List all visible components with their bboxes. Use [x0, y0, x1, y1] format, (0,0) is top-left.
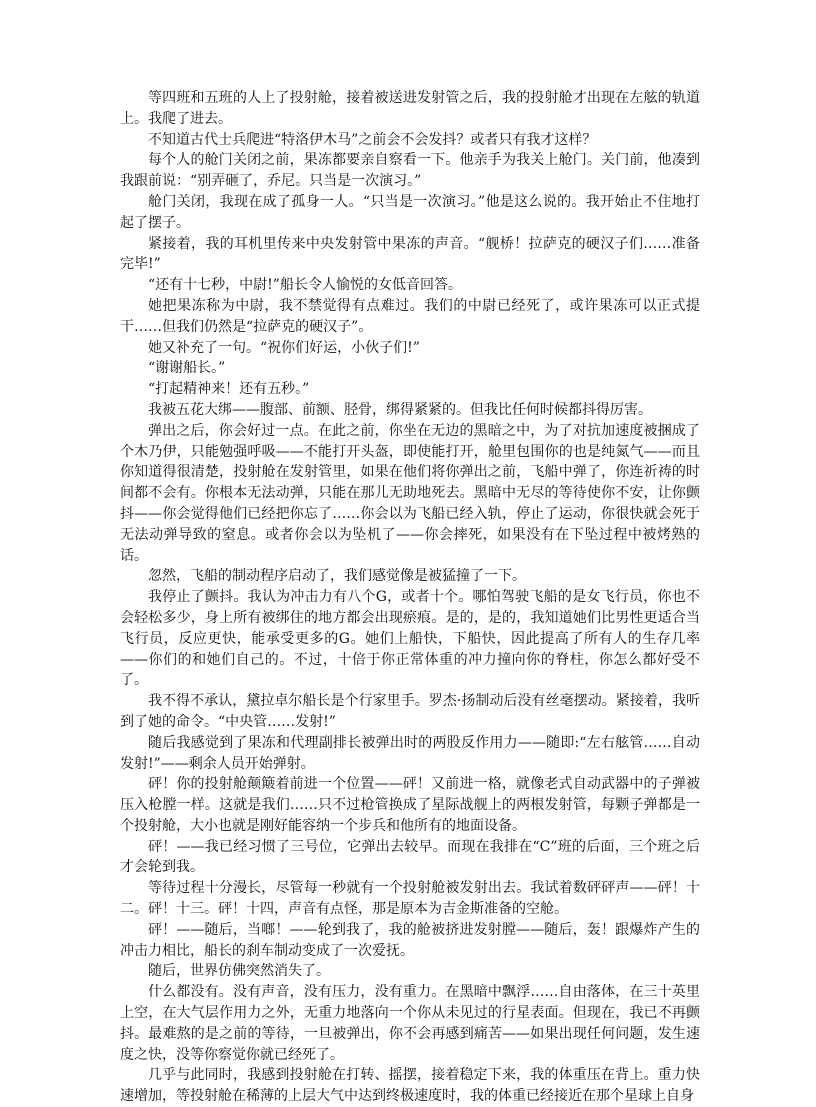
paragraph: 随后我感觉到了果冻和代理副排长被弹出时的两股反作用力——随即:“左右舷管……自动发射!”——剩余人员开始弹射。 — [120, 734, 700, 772]
paragraph: 几乎与此同时，我感到投射舱在打转、摇摆，接着稳定下来，我的体重压在背上。重力快速增加，等投射舱在稀薄的上层大气中达到终极速度时，我的体重已经接近在那个星球上自身 — [120, 1067, 700, 1105]
paragraph: 等待过程十分漫长，尽管每一秒就有一个投射舱被发射出去。我试着数砰砰声——砰！十二。砰！十三。砰！十四，声音有点怪，那是原本为吉金斯准备的空舱。 — [120, 880, 700, 918]
paragraph: 砰！你的投射舱颠簸着前进一个位置——砰！又前进一格，就像老式自动武器中的子弹被压入枪膛一样。这就是我们……只不过枪管换成了星际战舰上的两根发射管，每颗子弹都是一个投射舱，大小也就是刚好能容纳一个步兵和他所有的地面设备。 — [120, 776, 700, 834]
paragraph: 随后，世界仿佛突然消失了。 — [148, 963, 330, 980]
paragraph: 我停止了颤抖。我认为冲击力有八个G，或者十个。哪怕驾驶飞船的是女飞行员，你也不会轻松多少，身上所有被绑住的地方都会出现瘀痕。是的，是的，我知道她们比男性更适合当飞行员，反应更快，能承受更多的G。她们上船快，下船快，因此提高了所有人的生存几率——你们的和她们自己的。不过，十倍于你正常体重的冲力撞向你的脊柱，你怎么都好受不了。 — [120, 589, 700, 689]
paragraph: 什么都没有。没有声音，没有压力，没有重力。在黑暗中飘浮……自由落体，在三十英里上空，在大气层作用力之外，无重力地落向一个你从未见过的行星表面。但现在，我已不再颤抖。最难熬的是之前的等待，一旦被弹出，你不会再感到痛苦——如果出现任何问题，发生速度之快，没等你察觉你就已经死了。 — [120, 984, 700, 1063]
paragraph: 她把果冻称为中尉，我不禁觉得有点难过。我们的中尉已经死了，或许果冻可以正式提干……但我们仍然是“拉萨克的硬汉子”。 — [120, 297, 700, 335]
paragraph: 砰！——我已经习惯了三号位，它弹出去较早。而现在我排在“C”班的后面，三个班之后才会轮到我。 — [120, 838, 700, 876]
paragraph: 每个人的舱门关闭之前，果冻都要亲自察看一下。他亲手为我关上舱门。关门前，他凑到我跟前说：“别弄砸了，乔尼。只当是一次演习。” — [120, 152, 700, 190]
paragraph: 舱门关闭，我现在成了孤身一人。“只当是一次演习。”他是这么说的。我开始止不住地打起了摆子。 — [120, 193, 700, 231]
paragraph: 等四班和五班的人上了投射舱，接着被送进发射管之后，我的投射舱才出现在左舷的轨道上。我爬了进去。 — [120, 90, 700, 127]
paragraph: “还有十七秒，中尉!”船长令人愉悦的女低音回答。 — [148, 277, 462, 294]
paragraph: 我不得不承认，黛拉卓尔船长是个行家里手。罗杰·扬制动后没有丝毫摆动。紧接着，我听到了她的命令。“中央管……发射!” — [120, 693, 700, 730]
paragraph: 弹出之后，你会好过一点。在此之前，你坐在无边的黑暗之中，为了对抗加速度被捆成了个木乃伊，只能勉强呼吸——不能打开头盔，即使能打开，舱里包围你的也是纯氮气——而且你知道得很清楚，投射舱在发射管里，如果在他们将你弹出之前，飞船中弹了，你连祈祷的时间都不会有。你根本无法动弹，只能在那儿无助地死去。黑暗中无尽的等待使你不安，让你颤抖——你会觉得他们已经把你忘了……你会以为飞船已经入轨，停止了运动，你很快就会死于无法动弹导致的窒息。或者你会以为坠机了——你会摔死，如果没有在下坠过程中被烤熟的话。 — [120, 422, 700, 564]
paragraph: 她又补充了一句。“祝你们好运，小伙子们!” — [148, 339, 420, 356]
document-body — [120, 88, 700, 1107]
paragraph: 砰！——随后，当啷！——轮到我了，我的舱被挤进发射膛——随后，轰！跟爆炸产生的冲击力相比，船长的刹车制动变成了一次爱抚。 — [120, 921, 700, 959]
paragraph: 紧接着，我的耳机里传来中央发射管中果冻的声音。“舰桥！拉萨克的硬汉子们……准备完毕!” — [120, 235, 700, 273]
paragraph: “谢谢船长。” — [148, 360, 226, 377]
paragraph: 不知道古代士兵爬进“特洛伊木马”之前会不会发抖？或者只有我才这样？ — [148, 131, 597, 148]
paragraph: “打起精神来！还有五秒。” — [148, 381, 310, 398]
paragraph: 我被五花大绑——腹部、前额、胫骨，绑得紧紧的。但我比任何时候都抖得厉害。 — [148, 401, 652, 418]
paragraph: 忽然，飞船的制动程序启动了，我们感觉像是被猛撞了一下。 — [148, 568, 526, 585]
